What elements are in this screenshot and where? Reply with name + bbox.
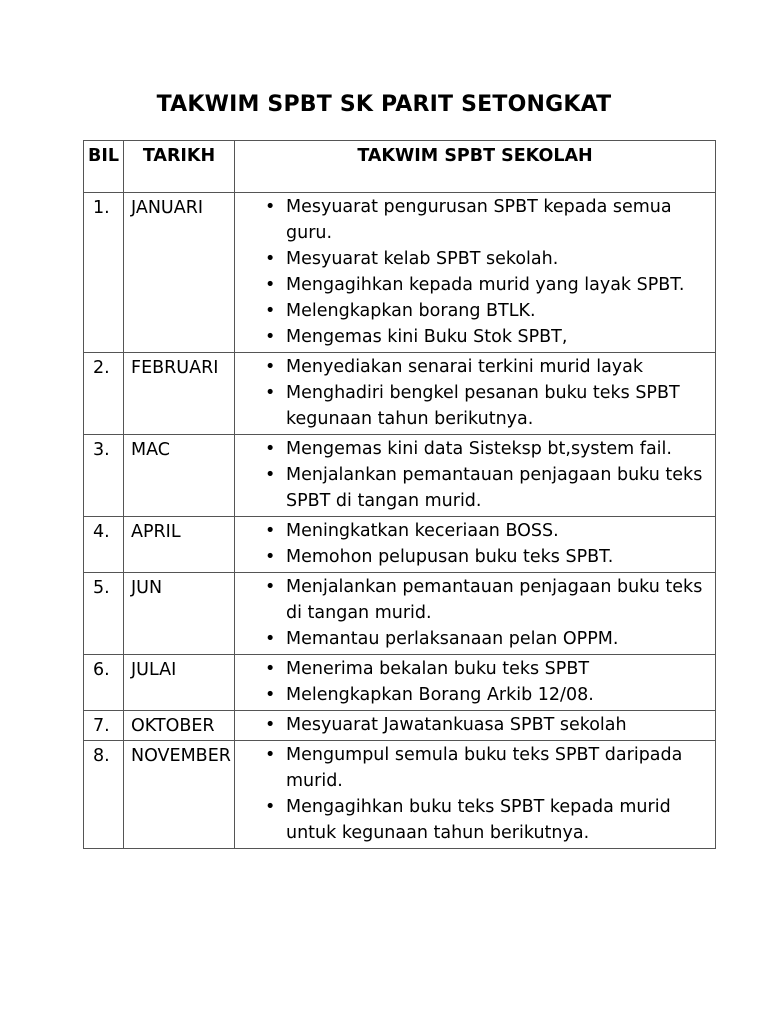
table-row bbox=[84, 517, 716, 573]
row-activities bbox=[235, 711, 716, 741]
activity-item: • Memohon pelupusan buku teks SPBT. bbox=[235, 544, 711, 570]
activity-list bbox=[235, 656, 711, 708]
activity-list bbox=[235, 712, 711, 738]
activity-item: • Mengagihkan kepada murid yang layak SPBT. bbox=[235, 272, 711, 298]
document-title: TAKWIM SPBT SK PARIT SETONGKAT bbox=[156, 92, 612, 117]
header-takwim: TAKWIM SPBT SEKOLAH bbox=[235, 141, 716, 193]
activity-item: • Menyediakan senarai terkini murid layak bbox=[235, 354, 711, 380]
table-row bbox=[84, 435, 716, 517]
table-row bbox=[84, 741, 716, 849]
activity-item: • Mengagihkan buku teks SPBT kepada murid untuk kegunaan tahun berikutnya. bbox=[235, 794, 711, 846]
activity-item: • Mesyuarat kelab SPBT sekolah. bbox=[235, 246, 711, 272]
activity-item: • Menerima bekalan buku teks SPBT bbox=[235, 656, 711, 682]
row-number: 2. bbox=[84, 353, 124, 435]
activity-list bbox=[235, 518, 711, 570]
activity-list bbox=[235, 574, 711, 652]
activity-list bbox=[235, 436, 711, 514]
table-row bbox=[84, 193, 716, 353]
takwim-table bbox=[83, 140, 716, 849]
activity-item: • Melengkapkan Borang Arkib 12/08. bbox=[235, 682, 711, 708]
table-row bbox=[84, 353, 716, 435]
row-month: JANUARI bbox=[124, 193, 235, 353]
row-number: 8. bbox=[84, 741, 124, 849]
table-body bbox=[84, 193, 716, 849]
activity-item: • Memantau perlaksanaan pelan OPPM. bbox=[235, 626, 711, 652]
activity-item: • Mengemas kini Buku Stok SPBT, bbox=[235, 324, 711, 350]
row-activities bbox=[235, 517, 716, 573]
header-tarikh: TARIKH bbox=[124, 141, 235, 193]
row-month: JUN bbox=[124, 573, 235, 655]
activity-item: • Mesyuarat pengurusan SPBT kepada semua guru. bbox=[235, 194, 711, 246]
activity-item: • Mesyuarat Jawatankuasa SPBT sekolah bbox=[235, 712, 711, 738]
header-bil: BIL bbox=[84, 141, 124, 193]
row-activities bbox=[235, 435, 716, 517]
row-month: NOVEMBER bbox=[124, 741, 235, 849]
table-row bbox=[84, 655, 716, 711]
activity-item: • Melengkapkan borang BTLK. bbox=[235, 298, 711, 324]
activity-item: • Menghadiri bengkel pesanan buku teks SPBT kegunaan tahun berikutnya. bbox=[235, 380, 711, 432]
activity-item: • Meningkatkan keceriaan BOSS. bbox=[235, 518, 711, 544]
row-activities bbox=[235, 741, 716, 849]
row-activities bbox=[235, 573, 716, 655]
row-number: 1. bbox=[84, 193, 124, 353]
activity-list bbox=[235, 742, 711, 846]
row-number: 7. bbox=[84, 711, 124, 741]
table-row bbox=[84, 573, 716, 655]
row-month: MAC bbox=[124, 435, 235, 517]
activity-item: • Menjalankan pemantauan penjagaan buku teks di tangan murid. bbox=[235, 574, 711, 626]
row-number: 6. bbox=[84, 655, 124, 711]
activity-list bbox=[235, 354, 711, 432]
row-number: 3. bbox=[84, 435, 124, 517]
row-activities bbox=[235, 655, 716, 711]
activity-list bbox=[235, 194, 711, 350]
activity-item: • Mengemas kini data Sisteksp bt,system fail. bbox=[235, 436, 711, 462]
row-month: APRIL bbox=[124, 517, 235, 573]
table-row bbox=[84, 711, 716, 741]
table-header-row bbox=[84, 141, 716, 193]
activity-item: • Menjalankan pemantauan penjagaan buku teks SPBT di tangan murid. bbox=[235, 462, 711, 514]
row-activities bbox=[235, 353, 716, 435]
row-month: JULAI bbox=[124, 655, 235, 711]
row-month: FEBRUARI bbox=[124, 353, 235, 435]
activity-item: • Mengumpul semula buku teks SPBT daripada murid. bbox=[235, 742, 711, 794]
row-number: 4. bbox=[84, 517, 124, 573]
row-month: OKTOBER bbox=[124, 711, 235, 741]
row-activities bbox=[235, 193, 716, 353]
row-number: 5. bbox=[84, 573, 124, 655]
